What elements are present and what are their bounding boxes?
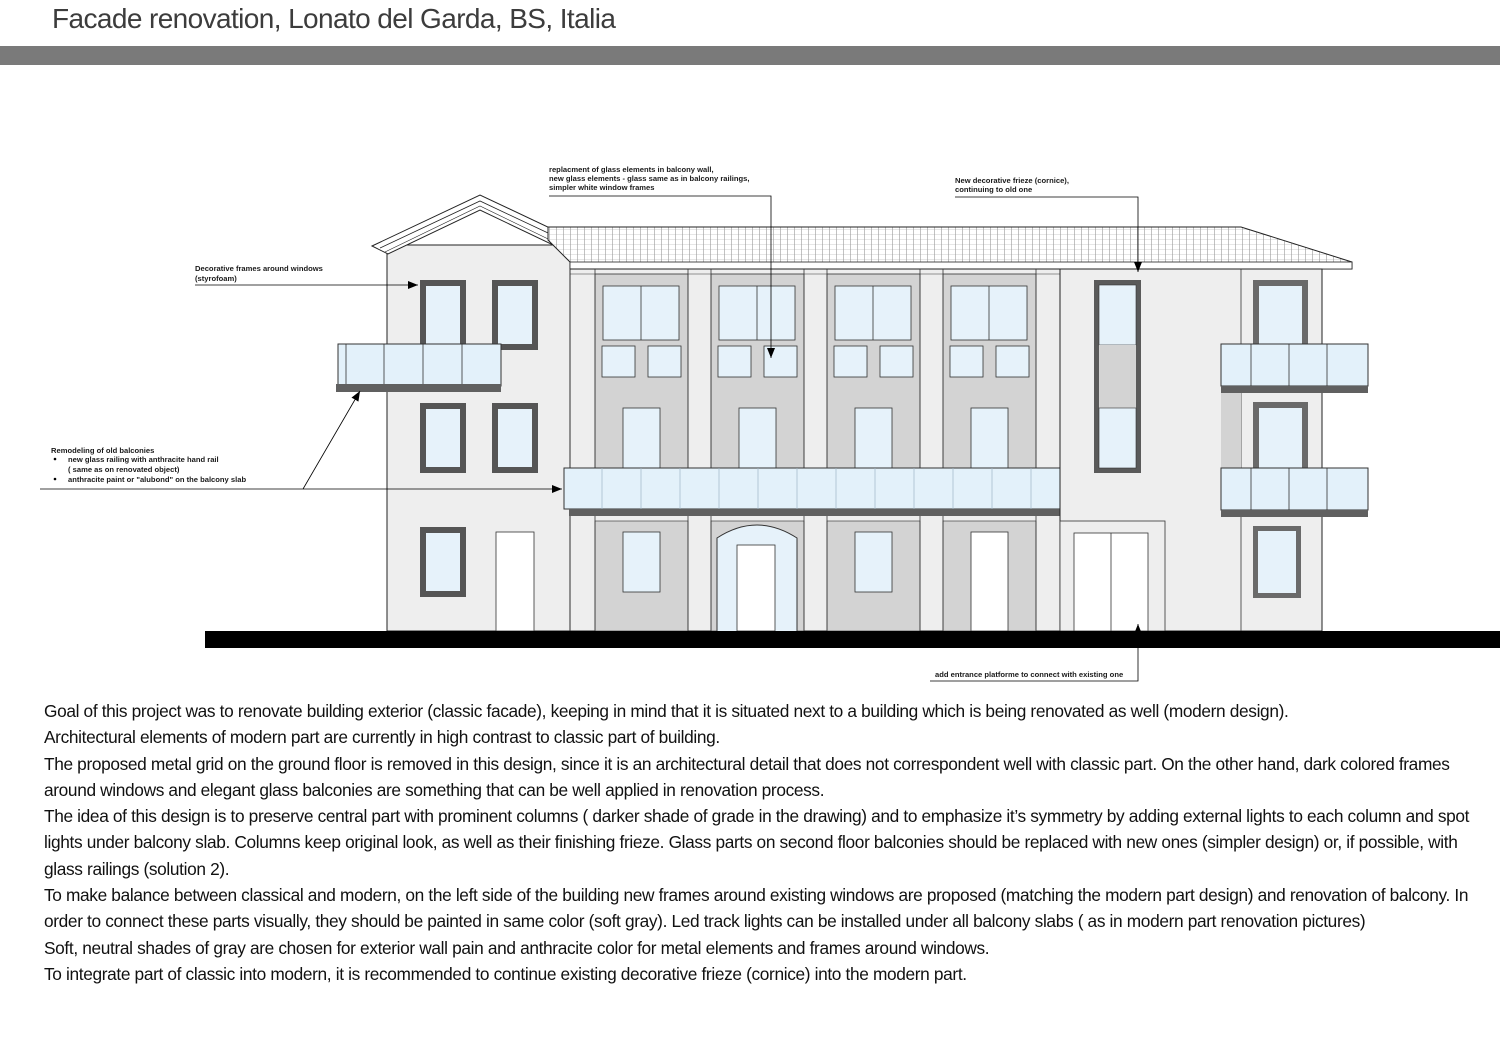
- svg-text:Remodeling of old balconies: [51, 446, 154, 455]
- svg-text:continuing to old one: [955, 185, 1032, 194]
- description-paragraph: Soft, neutral shades of gray are chosen for exterior wall pain and anthracite color for metal elements and frames around windows.: [44, 937, 990, 958]
- left-block-windows: [336, 280, 538, 631]
- description-paragraph: The proposed metal grid on the ground floor is removed in this design, since it is an architectural detail that does not correspondent well with classic part. On the other hand, dark colored frames around windows and elegant glass balconies are something that can be well applied in renovation process.: [44, 753, 1450, 800]
- svg-text:Decorative frames around wind: [195, 264, 323, 273]
- anno-frames-line-2: (styrofoam): [195, 274, 237, 283]
- anno-frames-line-1: Decorative frames around windows: [195, 264, 323, 273]
- description-paragraph: To make balance between classical and modern, on the left side of the building new frames around existing windows are proposed (matching the modern part design) and renovation of balcony. In order to connect these parts visually, they should be painted in same color (soft gray). Led track lights can be installed under all balcony slabs ( as in modern part renovation pictures): [44, 885, 1469, 932]
- page-title: Facade renovation, Lonato del Garda, BS, Italia: [52, 3, 616, 34]
- anno-glass-line-3: simpler white window frames: [549, 183, 655, 192]
- svg-text:New decorative frieze (cornice: [955, 176, 1069, 185]
- svg-text:new glass railing with anthrac: [68, 455, 219, 464]
- main-roof: [548, 227, 1352, 269]
- anno-balconies-bullet-2: ( same as on renovated object): [68, 465, 180, 474]
- svg-text:simpler white window frames: [549, 183, 655, 192]
- anno-frieze-line-2: continuing to old one: [955, 185, 1033, 194]
- svg-text:anthracite paint or "alubond": [68, 475, 246, 484]
- anno-balconies-bullet-3: anthracite paint or "alubond" on the balcony slab: [68, 475, 247, 484]
- svg-text:(styrofoam): [195, 274, 237, 283]
- anno-entrance-text: add entrance platforme to connect with existing one: [935, 670, 1124, 679]
- annotation-frames: [195, 264, 418, 285]
- project-description: [44, 698, 1484, 987]
- description-paragraph: To integrate part of classic into modern, it is recommended to continue existing decorative frieze (cornice) into the modern part.: [44, 963, 967, 984]
- anno-frieze-line-1: New decorative frieze (cornice),: [955, 176, 1069, 185]
- anno-glass-line-2: new glass elements - glass same as in balcony railings,: [549, 174, 750, 183]
- svg-text:add entrance platforme to con: [935, 670, 1123, 679]
- anno-glass-line-1: replacment of glass elements in balcony wall,: [549, 165, 714, 174]
- svg-text:new glass elements - glass sam: [549, 174, 749, 183]
- description-paragraph: Goal of this project was to renovate building exterior (classic facade), keeping in mind that it is situated next to a building which is being renovated as well (modern design).: [44, 701, 1289, 721]
- anno-balconies-heading: Remodeling of old balconies: [51, 446, 155, 455]
- ground-line: [205, 631, 1500, 648]
- modern-block: [1060, 269, 1368, 631]
- description-paragraph: Architectural elements of modern part are currently in high contrast to classic part of building.: [44, 727, 720, 748]
- svg-text:replacment of glass elements i: [549, 165, 714, 174]
- description-paragraph: The idea of this design is to preserve central part with prominent columns ( darker shade of grade in the drawing) and to emphasize it’s symmetry by adding external lights to each column and spot lights under balcony slab. Columns keep original look, as well as their finishing frieze. Glass parts on second floor balconies should be replaced with new ones (simpler design) or, if possible, with glass railings (solution 2).: [44, 806, 1470, 879]
- central-block: [564, 269, 1067, 631]
- svg-text:( same as on renovated object): [68, 465, 180, 474]
- anno-balconies-bullet-1: new glass railing with anthracite hand rail: [68, 455, 219, 464]
- left-building-block: [372, 195, 588, 631]
